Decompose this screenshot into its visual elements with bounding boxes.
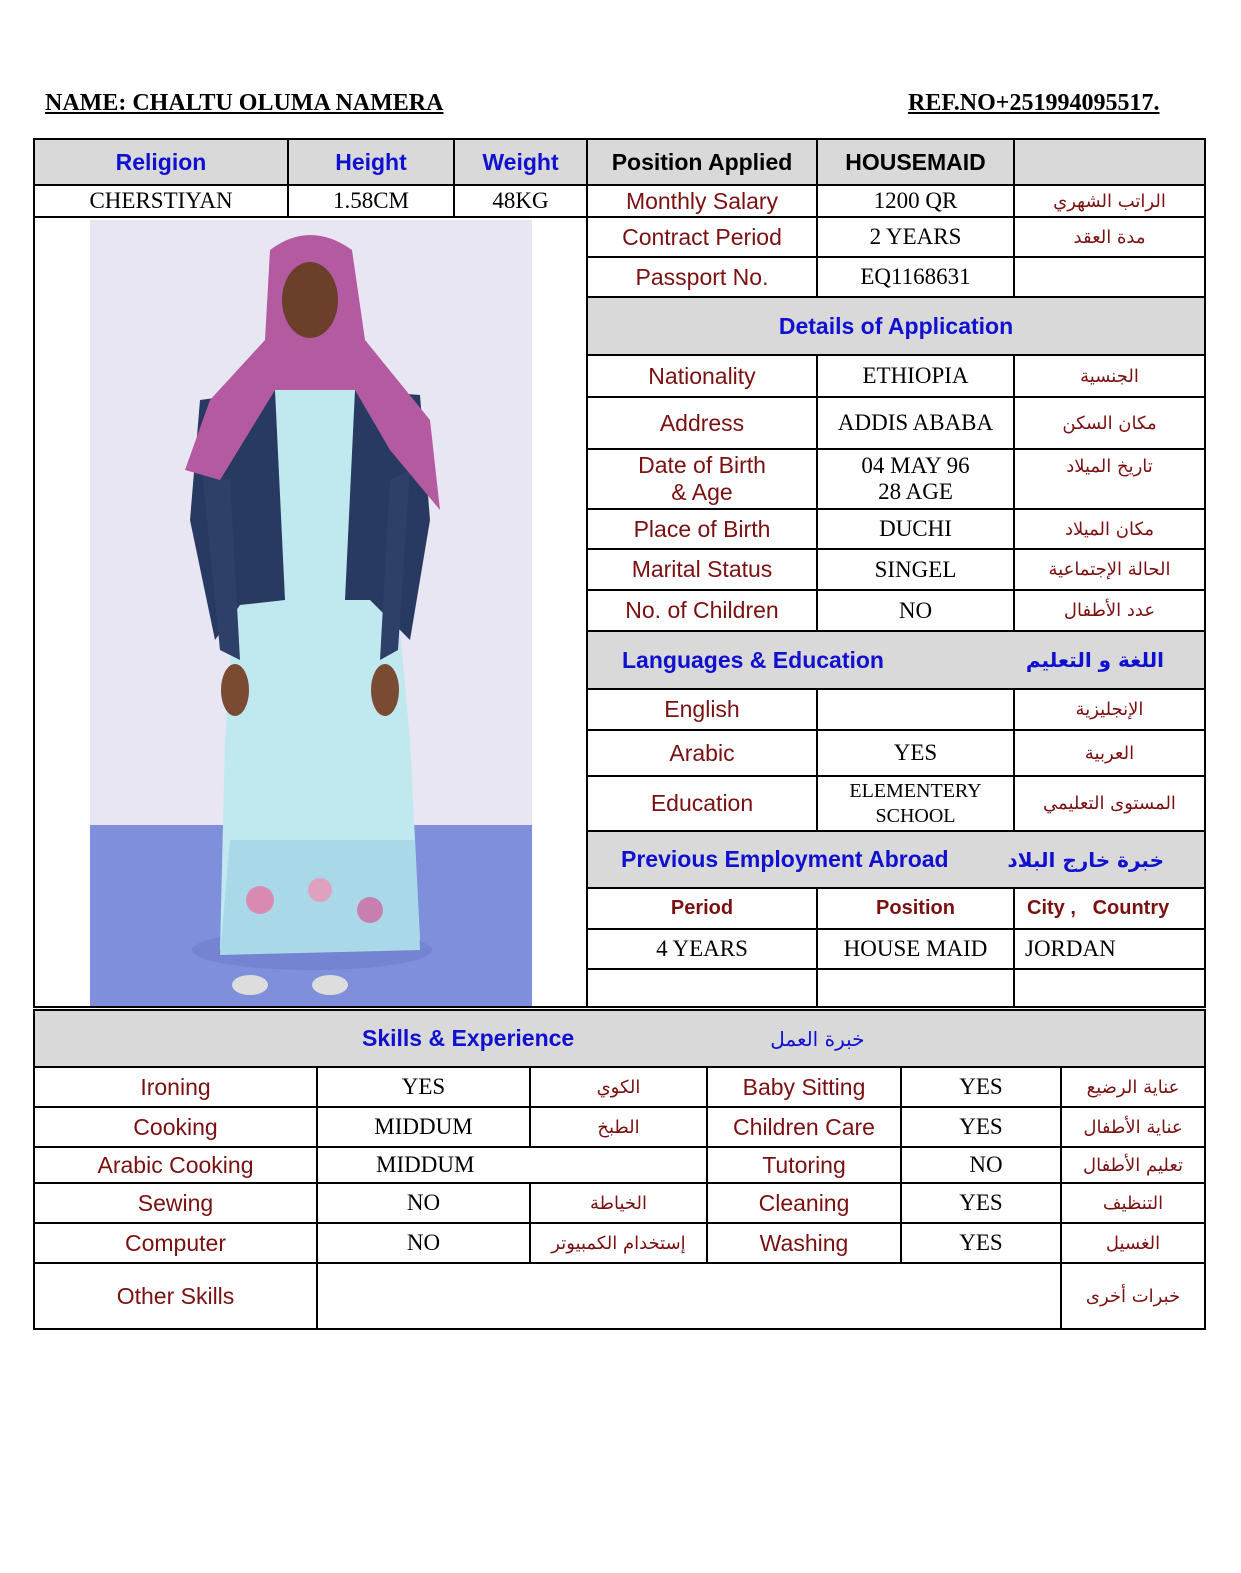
city-col-label: City , [1027, 897, 1076, 919]
english-value [817, 689, 1014, 730]
skill-childrencare-arabic: عناية الأطفال [1061, 1107, 1205, 1147]
salary-value: 1200 QR [817, 185, 1014, 217]
salary-label: Monthly Salary [587, 185, 817, 217]
education-label: Education [587, 776, 817, 831]
employment-title: Previous Employment Abroad [621, 846, 949, 872]
skill-ironing-label: Ironing [34, 1067, 317, 1107]
education-arabic: المستوى التعليمي [1014, 776, 1205, 831]
other-skills-label: Other Skills [34, 1263, 317, 1329]
photo-cell [34, 217, 587, 1007]
employment-empty-cell-2 [817, 969, 1014, 1007]
skill-tutoring-label: Tutoring [707, 1147, 901, 1183]
skills-title-arabic: خبرة العمل [770, 1026, 865, 1051]
skill-babysitting-label: Baby Sitting [707, 1067, 901, 1107]
empty-header-cell [1014, 139, 1205, 185]
nationality-arabic: الجنسية [1014, 355, 1205, 397]
birthplace-label: Place of Birth [587, 509, 817, 549]
height-header: Height [288, 139, 454, 185]
skill-ironing-value: YES [317, 1067, 530, 1107]
birthplace-arabic: مكان الميلاد [1014, 509, 1205, 549]
marital-value: SINGEL [817, 549, 1014, 590]
skill-washing-label: Washing [707, 1223, 901, 1263]
languages-title-row [587, 631, 1205, 689]
skill-childrencare-value: YES [901, 1107, 1061, 1147]
skill-cooking-label: Cooking [34, 1107, 317, 1147]
skill-sewing-arabic: الخياطة [530, 1183, 707, 1223]
skills-title-row [34, 1010, 1205, 1067]
skill-computer-value: NO [317, 1223, 530, 1263]
skills-table [33, 1009, 1206, 1330]
skill-cleaning-label: Cleaning [707, 1183, 901, 1223]
skill-washing-value: YES [901, 1223, 1061, 1263]
contract-period-label: Contract Period [587, 217, 817, 257]
skill-tutoring-arabic: تعليم الأطفال [1061, 1147, 1205, 1183]
marital-label: Marital Status [587, 549, 817, 590]
employment-period-value: 4 YEARS [587, 929, 817, 969]
position-col-header: Position [817, 888, 1014, 929]
education-value-line2: SCHOOL [875, 804, 956, 827]
nationality-value: ETHIOPIA [817, 355, 1014, 397]
skill-computer-arabic: إستخدام الكمبيوتر [530, 1223, 707, 1263]
city-country-col-header [1014, 888, 1205, 929]
skill-ironing-arabic: الكوي [530, 1067, 707, 1107]
address-arabic: مكان السكن [1014, 397, 1205, 449]
dob-value-line1: 04 MAY 96 [861, 453, 970, 478]
skill-tutoring-value: NO [901, 1147, 1061, 1183]
skill-cooking-value: MIDDUM [317, 1107, 530, 1147]
languages-title: Languages & Education [622, 646, 884, 673]
employment-country-value: JORDAN [1014, 929, 1205, 969]
skill-babysitting-value: YES [901, 1067, 1061, 1107]
education-value-line1: ELEMENTERY [849, 779, 982, 802]
dob-label-line1: Date of Birth [638, 452, 766, 478]
english-arabic: الإنجليزية [1014, 689, 1205, 730]
employment-position-value: HOUSE MAID [817, 929, 1014, 969]
marital-arabic: الحالة الإجتماعية [1014, 549, 1205, 590]
weight-header: Weight [454, 139, 587, 185]
passport-label: Passport No. [587, 257, 817, 297]
dob-label [587, 449, 817, 509]
arabic-label: Arabic [587, 730, 817, 776]
skill-cleaning-value: YES [901, 1183, 1061, 1223]
passport-arabic-empty [1014, 257, 1205, 297]
other-skills-value [317, 1263, 1061, 1329]
employment-title-row [587, 831, 1205, 888]
details-title: Details of Application [587, 297, 1205, 355]
country-col-label: Country [1092, 897, 1170, 919]
other-skills-arabic: خبرات أخرى [1061, 1263, 1205, 1329]
height-value: 1.58CM [288, 185, 454, 217]
dob-value-line2: 28 AGE [878, 479, 953, 504]
skill-arabiccooking-label: Arabic Cooking [34, 1147, 317, 1183]
passport-value: EQ1168631 [817, 257, 1014, 297]
position-applied-label: Position Applied [587, 139, 817, 185]
skill-babysitting-arabic: عناية الرضيع [1061, 1067, 1205, 1107]
main-cv-table [33, 138, 1206, 1008]
position-applied-value: HOUSEMAID [817, 139, 1014, 185]
weight-value: 48KG [454, 185, 587, 217]
nationality-label: Nationality [587, 355, 817, 397]
birthplace-value: DUCHI [817, 509, 1014, 549]
address-value: ADDIS ABABA [817, 397, 1014, 449]
skill-cooking-arabic: الطبخ [530, 1107, 707, 1147]
education-value [817, 776, 1014, 831]
religion-header: Religion [34, 139, 288, 185]
english-label: English [587, 689, 817, 730]
skills-title: Skills & Experience [362, 1025, 575, 1051]
period-col-header: Period [587, 888, 817, 929]
arabic-value: YES [817, 730, 1014, 776]
candidate-photo [90, 220, 532, 1007]
religion-value: CHERSTIYAN [34, 185, 288, 217]
contract-period-value: 2 YEARS [817, 217, 1014, 257]
address-label: Address [587, 397, 817, 449]
arabic-arabic: العربية [1014, 730, 1205, 776]
children-label: No. of Children [587, 590, 817, 631]
skill-arabiccooking-value: MIDDUM [317, 1147, 707, 1183]
dob-value [817, 449, 1014, 509]
employment-empty-cell-1 [587, 969, 817, 1007]
candidate-name: NAME: CHALTU OLUMA NAMERA [45, 90, 444, 116]
children-value: NO [817, 590, 1014, 631]
languages-title-arabic: اللغة و التعليم [1025, 648, 1164, 672]
employment-empty-cell-3 [1014, 969, 1205, 1007]
skill-washing-arabic: الغسيل [1061, 1223, 1205, 1263]
dob-arabic: تاريخ الميلاد [1014, 449, 1205, 509]
children-arabic: عدد الأطفال [1014, 590, 1205, 631]
skill-sewing-value: NO [317, 1183, 530, 1223]
employment-title-arabic: خبرة خارج البلاد [1007, 847, 1164, 872]
contract-period-arabic: مدة العقد [1014, 217, 1205, 257]
skill-computer-label: Computer [34, 1223, 317, 1263]
salary-arabic: الراتب الشهري [1014, 185, 1205, 217]
dob-label-line2: & Age [671, 479, 733, 505]
skill-childrencare-label: Children Care [707, 1107, 901, 1147]
reference-number: REF.NO+251994095517. [908, 90, 1160, 116]
skill-cleaning-arabic: التنظيف [1061, 1183, 1205, 1223]
skill-sewing-label: Sewing [34, 1183, 317, 1223]
